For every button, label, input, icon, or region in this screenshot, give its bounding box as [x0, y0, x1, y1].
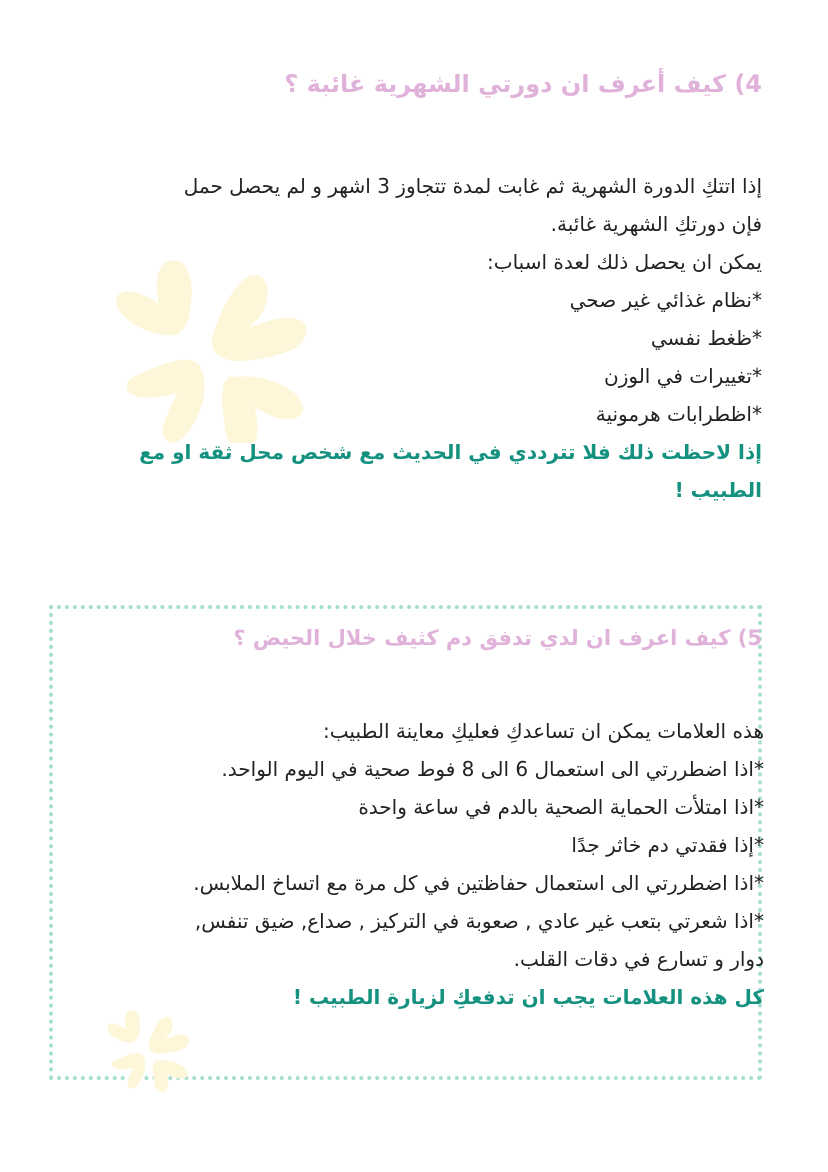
section-4-list-item: *اظطرابات هرمونية [595, 402, 762, 426]
section-4-line: يمكن ان يحصل ذلك لعدة اسباب: [487, 250, 762, 274]
section-4-list-item: *نظام غذائي غير صحي [569, 288, 762, 312]
section-4-list-item: *تغييرات في الوزن [604, 364, 762, 388]
flower-decoration-small-icon [106, 1004, 192, 1092]
section-5-heading: 5) كيف اعرف ان لدي تدفق دم كثيف خلال الحيض ؟ [233, 626, 762, 650]
section-4-heading: 4) كيف أعرف ان دورتي الشهرية غائبة ؟ [284, 70, 762, 98]
section-5-line: دوار و تسارع في دقات القلب. [513, 947, 764, 971]
section-4-line: إذا اتتكِ الدورة الشهرية ثم غابت لمدة تتجاوز 3 اشهر و لم يحصل حمل [183, 174, 762, 198]
section-4-list-item: *ظغط نفسي [650, 326, 762, 350]
section-5-advice: كل هذه العلامات يجب ان تدفعكِ لزيارة الطبيب ! [292, 985, 764, 1009]
section-5-list-item: *اذا شعرتي بتعب غير عادي , صعوبة في التركيز , صداع, ضيق تنفس, [194, 909, 764, 933]
section-5-line: هذه العلامات يمكن ان تساعدكِ فعليكِ معاينة الطبيب: [323, 719, 764, 743]
section-4-advice: الطبيب ! [674, 478, 762, 502]
section-5-body [193, 712, 764, 1016]
section-5-list-item: *إذا فقدتي دم خاثر جدًا [571, 833, 764, 857]
section-5-list-item: *اذا اضطررتي الى استعمال حفاظتين في كل مرة مع اتساخ الملابس. [193, 871, 764, 895]
section-4-line: فإن دورتكِ الشهرية غائبة. [550, 212, 762, 236]
section-4-body [139, 167, 762, 509]
section-5-list-item: *اذا امتلأت الحماية الصحية بالدم في ساعة واحدة [358, 795, 764, 819]
section-4-advice: إذا لاحظت ذلك فلا تترددي في الحديث مع شخص محل ثقة او مع [139, 440, 762, 464]
section-5-list-item: *اذا اضطررتي الى استعمال 6 الى 8 فوط صحية في اليوم الواحد. [221, 757, 764, 781]
